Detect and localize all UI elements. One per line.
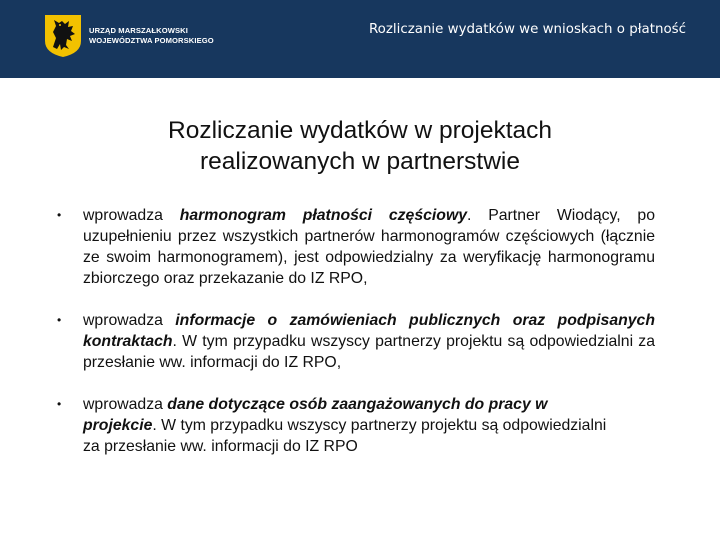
logo-line-2: WOJEWÓDZTWA POMORSKIEGO xyxy=(89,36,214,45)
bullet-lead: wprowadza xyxy=(83,207,180,224)
bullet-list xyxy=(57,205,655,457)
bullet-emphasis: dane dotyczące osób zaangażowanych do pracy w projekcie xyxy=(83,396,548,434)
bullet-rest: . W tym przypadku wszyscy partnerzy projektu są odpowiedzialni za przesłanie ww. informacji do IZ RPO, xyxy=(83,333,655,371)
slide-header xyxy=(0,0,720,78)
bullet-item xyxy=(57,394,623,457)
griffin-crest-icon xyxy=(44,14,82,58)
slide-title xyxy=(60,115,660,177)
institution-logo xyxy=(44,14,214,58)
bullet-rest: . W tym przypadku wszyscy partnerzy projektu są odpowiedzialni za przesłanie ww. informacji do IZ RPO xyxy=(83,417,607,455)
bullet-lead: wprowadza xyxy=(83,312,176,329)
slide-title-line-1: Rozliczanie wydatków w projektach xyxy=(168,117,552,144)
bullet-lead: wprowadza xyxy=(83,396,168,413)
logo-text xyxy=(89,26,214,46)
logo-line-1: URZĄD MARSZAŁKOWSKI xyxy=(89,26,188,35)
bullet-emphasis: informacje o zamówieniach publicznych oraz podpisanych kontraktach xyxy=(83,312,655,350)
bullet-dot-icon: • xyxy=(57,397,62,411)
bullet-item xyxy=(57,310,655,373)
bullet-dot-icon: • xyxy=(57,313,62,327)
bullet-emphasis: harmonogram płatności częściowy xyxy=(179,207,468,224)
header-title: Rozliczanie wydatków we wnioskach o płatność xyxy=(368,22,686,37)
bullet-rest: . Partner Wiodący, po uzupełnieniu przez wszystkich partnerów harmonogramów częściowych (łącznie ze swoim harmonogramem), jest odpowiedzialny za weryfikację harmonogramu zbiorczego oraz przekazanie do IZ RPO, xyxy=(83,207,655,287)
bullet-item xyxy=(57,205,655,289)
bullet-dot-icon: • xyxy=(57,208,62,222)
slide-title-line-2: realizowanych w partnerstwie xyxy=(200,148,520,175)
